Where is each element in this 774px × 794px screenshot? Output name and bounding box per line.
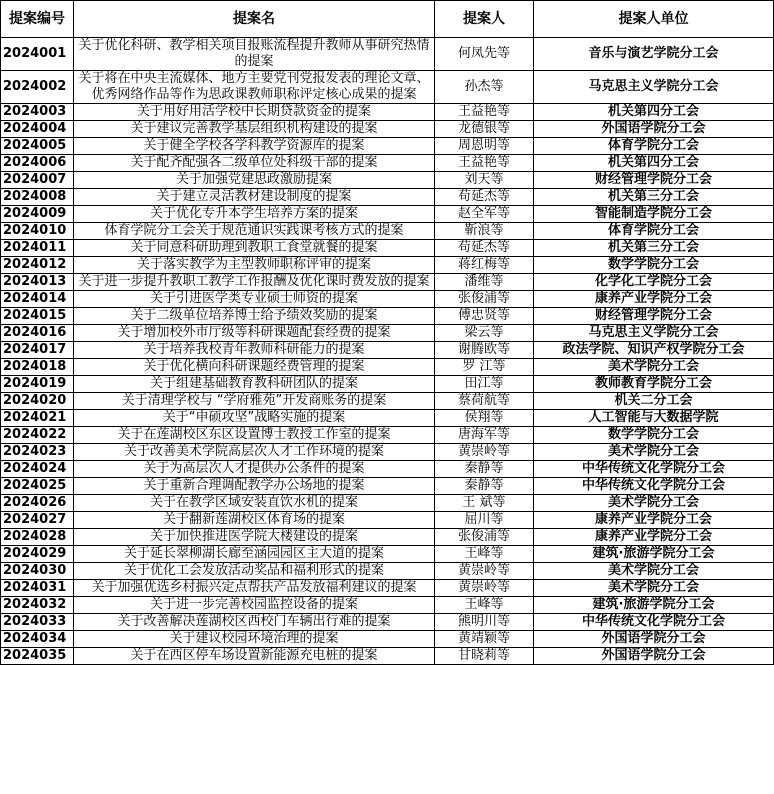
cell-proposer: 靳浪等 bbox=[435, 223, 534, 240]
cell-proposer: 王益艳等 bbox=[435, 155, 534, 172]
cell-proposer-unit: 马克思主义学院分工会 bbox=[534, 71, 774, 104]
table-row bbox=[1, 240, 774, 257]
cell-proposal-id: 2024001 bbox=[1, 38, 74, 71]
cell-proposal-id: 2024008 bbox=[1, 189, 74, 206]
cell-proposal-title: 关于引进医学类专业硕士师资的提案 bbox=[74, 291, 435, 308]
cell-proposal-title: 关于进一步完善校园监控设备的提案 bbox=[74, 597, 435, 614]
header-title: 提案名 bbox=[74, 1, 435, 38]
table-row bbox=[1, 257, 774, 274]
cell-proposer: 刘天等 bbox=[435, 172, 534, 189]
cell-proposal-title: 关于用好用活学校中长期贷款资金的提案 bbox=[74, 104, 435, 121]
cell-proposer: 赵全军等 bbox=[435, 206, 534, 223]
cell-proposal-title: 关于加快推进医学院大楼建设的提案 bbox=[74, 529, 435, 546]
cell-proposer: 田江等 bbox=[435, 376, 534, 393]
cell-proposer-unit: 体育学院分工会 bbox=[534, 223, 774, 240]
table-row bbox=[1, 104, 774, 121]
cell-proposer: 苟延杰等 bbox=[435, 240, 534, 257]
cell-proposer: 侯翔等 bbox=[435, 410, 534, 427]
cell-proposal-id: 2024017 bbox=[1, 342, 74, 359]
table-row bbox=[1, 648, 774, 665]
cell-proposer: 张俊浦等 bbox=[435, 529, 534, 546]
cell-proposer: 谢腾欧等 bbox=[435, 342, 534, 359]
cell-proposal-id: 2024015 bbox=[1, 308, 74, 325]
cell-proposal-title: 关于进一步提升教职工教学工作报酬及优化课时费发放的提案 bbox=[74, 274, 435, 291]
cell-proposal-id: 2024030 bbox=[1, 563, 74, 580]
table-row bbox=[1, 223, 774, 240]
cell-proposal-id: 2024023 bbox=[1, 444, 74, 461]
cell-proposer-unit: 体育学院分工会 bbox=[534, 138, 774, 155]
cell-proposer: 黄靖颖等 bbox=[435, 631, 534, 648]
cell-proposal-id: 2024029 bbox=[1, 546, 74, 563]
cell-proposal-title: 关于增加校外市厅级等科研课题配套经费的提案 bbox=[74, 325, 435, 342]
header-row bbox=[1, 1, 774, 38]
cell-proposal-title: 关于翻新莲湖校区体育场的提案 bbox=[74, 512, 435, 529]
cell-proposal-id: 2024027 bbox=[1, 512, 74, 529]
cell-proposal-title: 关于改善解决莲湖校区西校门车辆出行难的提案 bbox=[74, 614, 435, 631]
cell-proposal-id: 2024011 bbox=[1, 240, 74, 257]
cell-proposer-unit: 中华传统文化学院分工会 bbox=[534, 614, 774, 631]
cell-proposer: 罗 江等 bbox=[435, 359, 534, 376]
table-row bbox=[1, 38, 774, 71]
table-row bbox=[1, 359, 774, 376]
table-row bbox=[1, 393, 774, 410]
cell-proposal-id: 2024013 bbox=[1, 274, 74, 291]
cell-proposer-unit: 财经管理学院分工会 bbox=[534, 172, 774, 189]
cell-proposal-title: 关于建议校园环境治理的提案 bbox=[74, 631, 435, 648]
cell-proposer-unit: 外国语学院分工会 bbox=[534, 631, 774, 648]
cell-proposer: 秦静等 bbox=[435, 478, 534, 495]
cell-proposal-id: 2024032 bbox=[1, 597, 74, 614]
table-row bbox=[1, 376, 774, 393]
cell-proposal-title: 关于加强优选乡村振兴定点帮扶产品发放福利建议的提案 bbox=[74, 580, 435, 597]
header-id: 提案编号 bbox=[1, 1, 74, 38]
cell-proposer-unit: 数学学院分工会 bbox=[534, 427, 774, 444]
cell-proposal-id: 2024019 bbox=[1, 376, 74, 393]
table-row bbox=[1, 546, 774, 563]
cell-proposer-unit: 音乐与演艺学院分工会 bbox=[534, 38, 774, 71]
cell-proposal-title: 关于健全学校各学科教学资源库的提案 bbox=[74, 138, 435, 155]
cell-proposer-unit: 中华传统文化学院分工会 bbox=[534, 461, 774, 478]
cell-proposal-id: 2024002 bbox=[1, 71, 74, 104]
cell-proposal-title: 关于优化科研、教学相关项目报账流程提升教师从事研究热情的提案 bbox=[74, 38, 435, 71]
cell-proposer: 潘维等 bbox=[435, 274, 534, 291]
cell-proposal-title: 关于“申硕攻坚”战略实施的提案 bbox=[74, 410, 435, 427]
cell-proposal-title: 关于同意科研助理到教职工食堂就餐的提案 bbox=[74, 240, 435, 257]
cell-proposal-id: 2024034 bbox=[1, 631, 74, 648]
cell-proposer-unit: 机关第四分工会 bbox=[534, 104, 774, 121]
table-row bbox=[1, 308, 774, 325]
table-row bbox=[1, 138, 774, 155]
cell-proposer: 熊明川等 bbox=[435, 614, 534, 631]
cell-proposal-id: 2024021 bbox=[1, 410, 74, 427]
cell-proposer-unit: 教师教育学院分工会 bbox=[534, 376, 774, 393]
table-row bbox=[1, 512, 774, 529]
cell-proposer: 龙德银等 bbox=[435, 121, 534, 138]
cell-proposer-unit: 康养产业学院分工会 bbox=[534, 529, 774, 546]
cell-proposer: 王益艳等 bbox=[435, 104, 534, 121]
cell-proposal-id: 2024026 bbox=[1, 495, 74, 512]
cell-proposer-unit: 人工智能与大数据学院 bbox=[534, 410, 774, 427]
cell-proposer: 甘晓莉等 bbox=[435, 648, 534, 665]
header-unit: 提案人单位 bbox=[534, 1, 774, 38]
cell-proposer: 屈川等 bbox=[435, 512, 534, 529]
cell-proposer-unit: 机关第三分工会 bbox=[534, 189, 774, 206]
cell-proposal-title: 关于配齐配强各二级单位处科级干部的提案 bbox=[74, 155, 435, 172]
cell-proposal-id: 2024033 bbox=[1, 614, 74, 631]
cell-proposer-unit: 建筑·旅游学院分工会 bbox=[534, 597, 774, 614]
cell-proposer: 黄崇岭等 bbox=[435, 444, 534, 461]
cell-proposer: 周恩明等 bbox=[435, 138, 534, 155]
cell-proposal-id: 2024022 bbox=[1, 427, 74, 444]
cell-proposal-title: 关于延长翠柳湖长廊至涵园园区主大道的提案 bbox=[74, 546, 435, 563]
table-row bbox=[1, 461, 774, 478]
cell-proposal-title: 关于为高层次人才提供办公条件的提案 bbox=[74, 461, 435, 478]
cell-proposer: 王峰等 bbox=[435, 597, 534, 614]
table-row bbox=[1, 478, 774, 495]
cell-proposer: 傅忠贤等 bbox=[435, 308, 534, 325]
cell-proposal-title: 关于在教学区域安装直饮水机的提案 bbox=[74, 495, 435, 512]
cell-proposal-id: 2024016 bbox=[1, 325, 74, 342]
cell-proposer: 秦静等 bbox=[435, 461, 534, 478]
cell-proposer: 蔡荷航等 bbox=[435, 393, 534, 410]
table-row bbox=[1, 614, 774, 631]
cell-proposer-unit: 马克思主义学院分工会 bbox=[534, 325, 774, 342]
cell-proposal-title: 关于改善美术学院高层次人才工作环境的提案 bbox=[74, 444, 435, 461]
cell-proposer: 王峰等 bbox=[435, 546, 534, 563]
cell-proposer-unit: 建筑·旅游学院分工会 bbox=[534, 546, 774, 563]
cell-proposal-id: 2024018 bbox=[1, 359, 74, 376]
cell-proposer-unit: 财经管理学院分工会 bbox=[534, 308, 774, 325]
cell-proposal-title: 关于组建基础教育教科研团队的提案 bbox=[74, 376, 435, 393]
cell-proposer-unit: 美术学院分工会 bbox=[534, 495, 774, 512]
cell-proposer: 唐海军等 bbox=[435, 427, 534, 444]
table-row bbox=[1, 206, 774, 223]
table-row bbox=[1, 274, 774, 291]
cell-proposal-id: 2024007 bbox=[1, 172, 74, 189]
header-person: 提案人 bbox=[435, 1, 534, 38]
cell-proposer-unit: 美术学院分工会 bbox=[534, 563, 774, 580]
cell-proposal-id: 2024009 bbox=[1, 206, 74, 223]
cell-proposer-unit: 机关第四分工会 bbox=[534, 155, 774, 172]
cell-proposer: 黄崇岭等 bbox=[435, 580, 534, 597]
table-row bbox=[1, 597, 774, 614]
cell-proposal-id: 2024012 bbox=[1, 257, 74, 274]
cell-proposer: 蒋红梅等 bbox=[435, 257, 534, 274]
cell-proposal-title: 关于优化工会发放活动奖品和福利形式的提案 bbox=[74, 563, 435, 580]
cell-proposer: 张俊浦等 bbox=[435, 291, 534, 308]
cell-proposal-id: 2024006 bbox=[1, 155, 74, 172]
table-row bbox=[1, 291, 774, 308]
cell-proposal-title: 关于优化专升本学生培养方案的提案 bbox=[74, 206, 435, 223]
cell-proposer-unit: 中华传统文化学院分工会 bbox=[534, 478, 774, 495]
cell-proposer-unit: 政法学院、知识产权学院分工会 bbox=[534, 342, 774, 359]
cell-proposal-title: 关于建立灵活教材建设制度的提案 bbox=[74, 189, 435, 206]
cell-proposer-unit: 机关第三分工会 bbox=[534, 240, 774, 257]
table-row bbox=[1, 410, 774, 427]
cell-proposer-unit: 康养产业学院分工会 bbox=[534, 291, 774, 308]
table-row bbox=[1, 71, 774, 104]
cell-proposer-unit: 外国语学院分工会 bbox=[534, 648, 774, 665]
cell-proposer-unit: 机关二分工会 bbox=[534, 393, 774, 410]
cell-proposal-title: 关于将在中央主流媒体、地方主要党刊党报发表的理论文章、优秀网络作品等作为思政课教师职称评定核心成果的提案 bbox=[74, 71, 435, 104]
cell-proposal-id: 2024035 bbox=[1, 648, 74, 665]
cell-proposer: 孙杰等 bbox=[435, 71, 534, 104]
cell-proposal-id: 2024004 bbox=[1, 121, 74, 138]
cell-proposer: 王 斌等 bbox=[435, 495, 534, 512]
table-row bbox=[1, 155, 774, 172]
table-row bbox=[1, 563, 774, 580]
cell-proposal-title: 关于优化横向科研课题经费管理的提案 bbox=[74, 359, 435, 376]
cell-proposer-unit: 智能制造学院分工会 bbox=[534, 206, 774, 223]
cell-proposer: 苟延杰等 bbox=[435, 189, 534, 206]
cell-proposer-unit: 外国语学院分工会 bbox=[534, 121, 774, 138]
cell-proposal-title: 关于建议完善教学基层组织机构建设的提案 bbox=[74, 121, 435, 138]
cell-proposal-id: 2024025 bbox=[1, 478, 74, 495]
cell-proposer-unit: 康养产业学院分工会 bbox=[534, 512, 774, 529]
cell-proposer-unit: 化学化工学院分工会 bbox=[534, 274, 774, 291]
cell-proposer: 梁云等 bbox=[435, 325, 534, 342]
table-row bbox=[1, 427, 774, 444]
cell-proposer-unit: 美术学院分工会 bbox=[534, 580, 774, 597]
cell-proposal-title: 关于落实教学为主型教师职称评审的提案 bbox=[74, 257, 435, 274]
cell-proposal-title: 关于二级单位培养博士给予绩效奖励的提案 bbox=[74, 308, 435, 325]
table-row bbox=[1, 444, 774, 461]
cell-proposer-unit: 数学学院分工会 bbox=[534, 257, 774, 274]
cell-proposal-title: 关于清理学校与 “学府雅苑”开发商账务的提案 bbox=[74, 393, 435, 410]
cell-proposal-id: 2024003 bbox=[1, 104, 74, 121]
cell-proposal-id: 2024014 bbox=[1, 291, 74, 308]
table-row bbox=[1, 529, 774, 546]
cell-proposal-id: 2024020 bbox=[1, 393, 74, 410]
table-row bbox=[1, 342, 774, 359]
cell-proposer-unit: 美术学院分工会 bbox=[534, 359, 774, 376]
table-body bbox=[1, 38, 774, 665]
table-row bbox=[1, 172, 774, 189]
table-row bbox=[1, 189, 774, 206]
table-row bbox=[1, 631, 774, 648]
cell-proposal-title: 关于培养我校青年教师科研能力的提案 bbox=[74, 342, 435, 359]
cell-proposal-title: 关于在西区停车场设置新能源充电桩的提案 bbox=[74, 648, 435, 665]
cell-proposal-id: 2024024 bbox=[1, 461, 74, 478]
cell-proposal-title: 关于重新合理调配教学办公场地的提案 bbox=[74, 478, 435, 495]
cell-proposal-id: 2024028 bbox=[1, 529, 74, 546]
table-row bbox=[1, 495, 774, 512]
table-row bbox=[1, 580, 774, 597]
cell-proposer: 黄崇岭等 bbox=[435, 563, 534, 580]
cell-proposal-title: 关于加强党建思政激励提案 bbox=[74, 172, 435, 189]
cell-proposal-title: 体育学院分工会关于规范通识实践课考核方式的提案 bbox=[74, 223, 435, 240]
cell-proposal-title: 关于在莲湖校区东区设置博士教授工作室的提案 bbox=[74, 427, 435, 444]
cell-proposal-id: 2024005 bbox=[1, 138, 74, 155]
table-row bbox=[1, 325, 774, 342]
cell-proposal-id: 2024031 bbox=[1, 580, 74, 597]
cell-proposal-id: 2024010 bbox=[1, 223, 74, 240]
cell-proposer: 何凤先等 bbox=[435, 38, 534, 71]
table-row bbox=[1, 121, 774, 138]
cell-proposer-unit: 美术学院分工会 bbox=[534, 444, 774, 461]
